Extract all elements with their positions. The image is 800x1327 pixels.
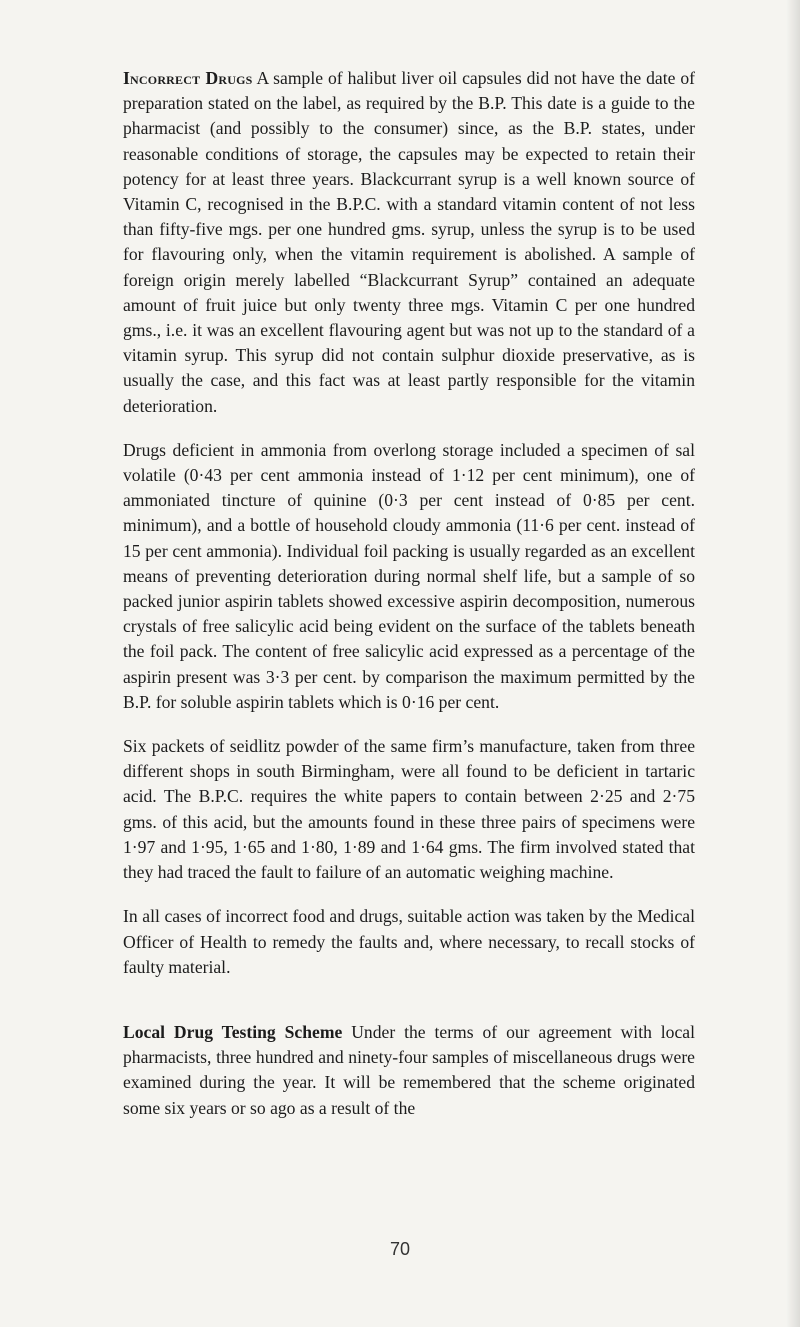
paragraph-incorrect-drugs-1 (123, 66, 695, 419)
page-body (123, 66, 695, 1140)
paragraph-text: Under the terms of our agreement with local pharmacists, three hundred and ninety-four samples of miscellaneous drugs were examined during the year. It will be remembered that the scheme originated some six years or so ago as a result of the (123, 1021, 695, 1118)
section-heading-local-drug-testing: Local Drug Testing Scheme (123, 1021, 343, 1042)
paragraph-text: A sample of halibut liver oil capsules did not have the date of preparation stated on the label, as required by the B.P. This date is a guide to the pharmacist (and possibly to the consumer) since, as the B.P. states, under reasonable conditions of storage, the capsules may be expected to retain their potency for at least three years. Blackcurrant syrup is a well known source of Vitamin C, recognised in the B.P.C. with a standard vitamin content of not less than fifty-five mgs. per one hundred gms. syrup, unless the syrup is to be used for flavouring only, when the vitamin requirement is abolished. A sample of foreign origin merely labelled “Blackcurrant Syrup” contained an adequate amount of fruit juice but only twenty three mgs. Vitamin C per one hundred gms., i.e. it was an excellent flavouring agent but was not up to the standard of a vitamin syrup. This syrup did not contain sulphur dioxide preservative, as is usually the case, and this fact was at least partly responsible for the vitamin deterioration. (123, 68, 695, 416)
paragraph-text: Drugs deficient in ammonia from overlong storage included a specimen of sal volatile (0·43 per cent ammonia instead of 1·12 per cent minimum), one of ammoniated tincture of quinine (0·3 per cent instead of 0·85 per cent. minimum), and a bottle of household cloudy ammonia (11·6 per cent. instead of 15 per cent ammonia). Individual foil packing is usually regarded as an excellent means of preventing deterioration during normal shelf life, but a sample of so packed junior aspirin tablets showed excessive aspirin decomposition, numerous crystals of free salicylic acid being evident on the surface of the tablets beneath the foil pack. The content of free salicylic acid expressed as a percentage of the aspirin present was 3·3 per cent. by comparison the maximum permitted by the B.P. for soluble aspirin tablets which is 0·16 per cent. (123, 439, 695, 712)
page-number: 70 (389, 1239, 411, 1259)
section-heading-incorrect-drugs: Incorrect Drugs (123, 68, 253, 88)
paragraph-text: Six packets of seidlitz powder of the same firm’s manufacture, taken from three different shops in south Birmingham, were all found to be deficient in tartaric acid. The B.P.C. requires the white papers to contain between 2·25 and 2·75 gms. of this acid, but the amounts found in these three pairs of specimens were 1·97 and 1·95, 1·65 and 1·80, 1·89 and 1·64 gms. The firm involved stated that they had traced the fault to failure of an automatic weighing machine. (123, 736, 695, 883)
paragraph-incorrect-drugs-4 (123, 904, 695, 980)
paragraph-incorrect-drugs-2 (123, 438, 695, 715)
paragraph-text: In all cases of incorrect food and drugs, suitable action was taken by the Medical Officer of Health to remedy the faults and, where necessary, to recall stocks of faulty material. (123, 906, 695, 977)
paragraph-incorrect-drugs-3 (123, 734, 695, 885)
paragraph-local-drug-testing-1 (123, 1020, 695, 1121)
page-edge-shadow (786, 0, 800, 1327)
